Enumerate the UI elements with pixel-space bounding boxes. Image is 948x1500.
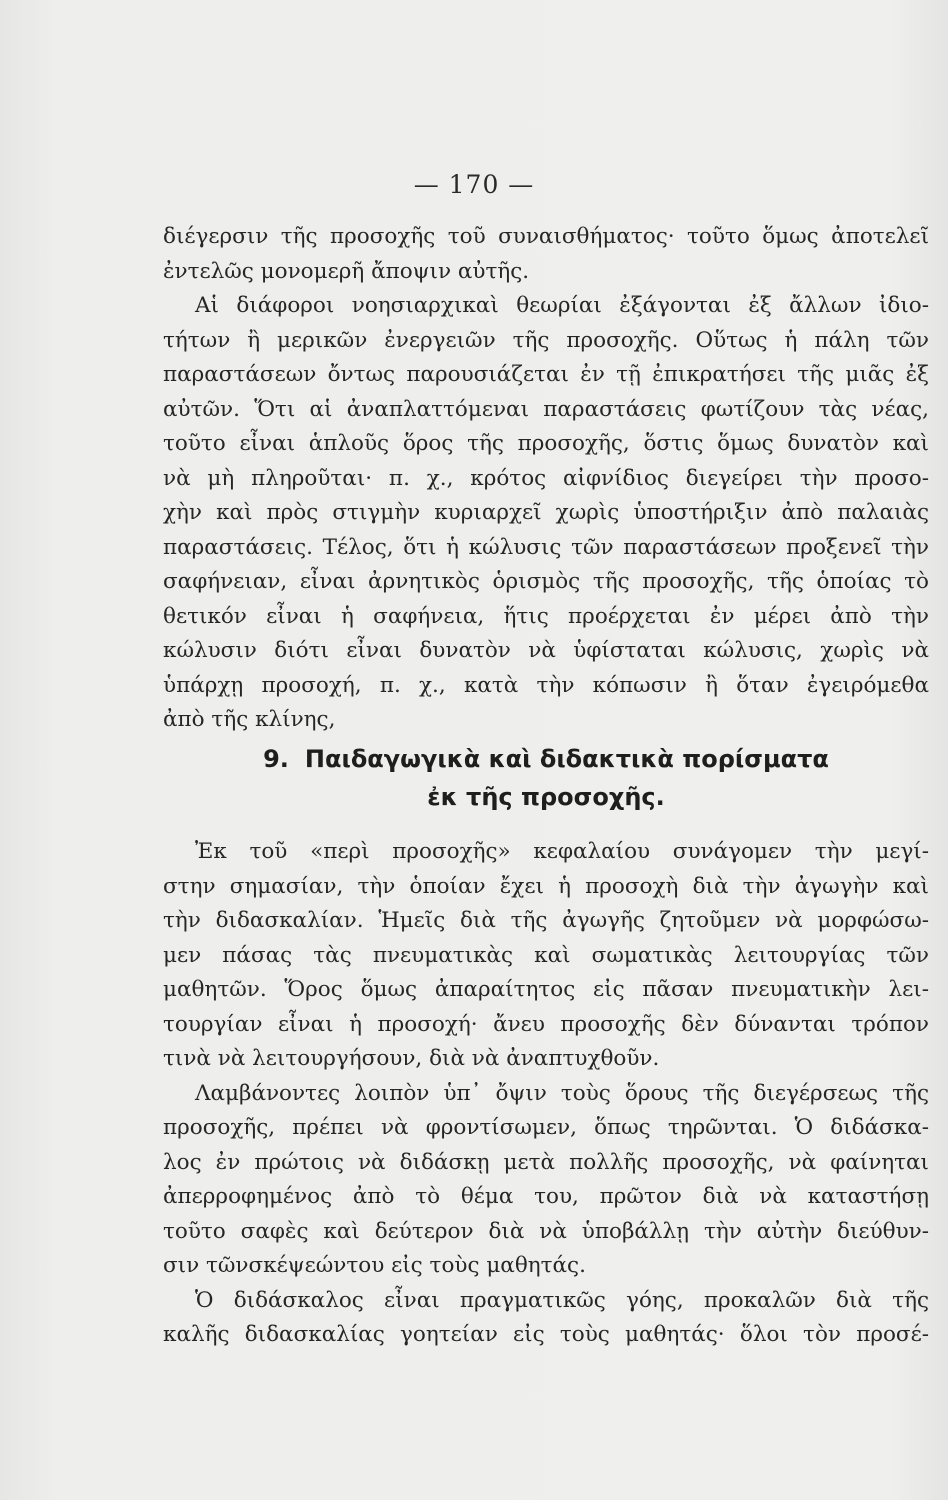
text-line: τινὰ νὰ λειτουργήσουν, διὰ νὰ ἀναπτυχθοῦν. xyxy=(163,1046,660,1071)
text-line: τήτων ἢ μερικῶν ἐνεργειῶν τῆς προσοχῆς. Οὕτως ἡ πάλη τῶν xyxy=(163,327,929,353)
text-line: τὴν διδασκαλίαν. Ἡμεῖς διὰ τῆς ἀγωγῆς ζητοῦμεν νὰ μορφώσω- xyxy=(163,908,929,933)
text-line: τοῦτο εἶναι ἁπλοῦς ὅρος τῆς προσοχῆς, ὅστις ὅμως δυνατὸν καὶ xyxy=(163,431,929,456)
text-line: τουργίαν εἶναι ἡ προσοχή· ἄνευ προσοχῆς δὲν δύνανται τρόπον xyxy=(163,1011,929,1037)
text-line: ἀπὸ τῆς κλίνης, xyxy=(163,707,336,732)
text-line: Λαμβάνοντες λοιπὸν ὑπ᾽ ὄψιν τοὺς ὅρους τῆς διεγέρσεως τῆς xyxy=(195,1080,929,1106)
heading-line-2: ἐκ τῆς προσοχῆς. xyxy=(427,783,665,811)
text-line: ἐντελῶς μονομερῆ ἄποψιν αὐτῆς. xyxy=(163,258,530,284)
text-line: αὐτῶν. Ὅτι αἱ ἀναπλαττόμεναι παραστάσεις φωτίζουν τὰς νέας, xyxy=(163,396,929,422)
text-line: Ἐκ τοῦ «περὶ προσοχῆς» κεφαλαίου συνάγομεν τὴν μεγί- xyxy=(195,839,929,864)
text-line: ἀπερροφημένος ἀπὸ τὸ θέμα του, πρῶτον διὰ νὰ καταστήσῃ xyxy=(163,1184,929,1209)
text-line: τοῦτο σαφὲς καὶ δεύτερον διὰ νὰ ὑποβάλλῃ τὴν αὐτὴν διεύθυν- xyxy=(163,1218,929,1244)
text-line: διέγερσιν τῆς προσοχῆς τοῦ συναισθήματος· τοῦτο ὅμως ἀποτελεῖ xyxy=(163,224,929,249)
text-line: καλῆς διδασκαλίας γοητείαν εἰς τοὺς μαθητάς· ὅλοι τὸν προσέ- xyxy=(163,1322,929,1347)
section-number: 9. xyxy=(263,745,289,773)
text-line: παραστάσεις. Τέλος, ὅτι ἡ κώλυσις τῶν παραστάσεων προξενεῖ τὴν xyxy=(163,534,929,560)
page-number: — 170 — xyxy=(413,170,535,199)
text-line: στην σημασίαν, τὴν ὁποίαν ἔχει ἡ προσοχὴ διὰ τὴν ἀγωγὴν καὶ xyxy=(163,873,929,899)
text-line: μεν πάσας τὰς πνευματικὰς καὶ σωματικὰς λειτουργίας τῶν xyxy=(163,942,929,968)
text-line: θετικόν εἶναι ἡ σαφήνεια, ἥτις προέρχεται ἐν μέρει ἀπὸ τὴν xyxy=(163,603,929,629)
text-line: σαφήνειαν, εἶναι ἀρνητικὸς ὁρισμὸς τῆς προσοχῆς, τῆς ὁποίας τὸ xyxy=(163,569,929,594)
text-line: Ὁ διδάσκαλος εἶναι πραγματικῶς γόης, προκαλῶν διὰ τῆς xyxy=(195,1287,929,1313)
heading-title: Παιδαγωγικὰ καὶ διδακτικὰ πορίσματα xyxy=(304,745,829,773)
body-text-section-two xyxy=(163,835,929,1353)
text-line: Αἱ διάφοροι νοησιαρχικαὶ θεωρίαι ἐξάγονται ἐξ ἄλλων ἰδιο- xyxy=(195,293,929,318)
text-line: μαθητῶν. Ὅρος ὅμως ἀπαραίτητος εἰς πᾶσαν πνευματικὴν λει- xyxy=(163,977,929,1002)
heading-line-1 xyxy=(163,740,929,778)
text-line: ὑπάρχῃ προσοχή, π. χ., κατὰ τὴν κόπωσιν ἢ ὅταν ἐγειρόμεθα xyxy=(163,672,929,698)
text-line: προσοχῆς, πρέπει νὰ φροντίσωμεν, ὅπως τηρῶνται. Ὁ διδάσκα- xyxy=(163,1115,929,1140)
text-line: παραστάσεων ὄντως παρουσιάζεται ἐν τῇ ἐπικρατήσει τῆς μιᾶς ἐξ xyxy=(163,362,929,387)
section-heading xyxy=(163,740,929,816)
text-line: χὴν καὶ πρὸς στιγμὴν κυριαρχεῖ χωρὶς ὑποστήριξιν ἀπὸ παλαιὰς xyxy=(163,500,929,525)
text-line: σιν τῶνσκέψεώντου εἰς τοὺς μαθητάς. xyxy=(163,1253,586,1278)
text-line: κώλυσιν διότι εἶναι δυνατὸν νὰ ὑφίσταται κώλυσις, χωρὶς νὰ xyxy=(163,638,929,663)
text-line: νὰ μὴ πληροῦται· π. χ., κρότος αἰφνίδιος διεγείρει τὴν προσο- xyxy=(163,465,929,491)
body-text-section-one xyxy=(163,220,929,738)
text-line: λος ἐν πρώτοις νὰ διδάσκῃ μετὰ πολλῆς προσοχῆς, νὰ φαίνηται xyxy=(163,1149,929,1175)
